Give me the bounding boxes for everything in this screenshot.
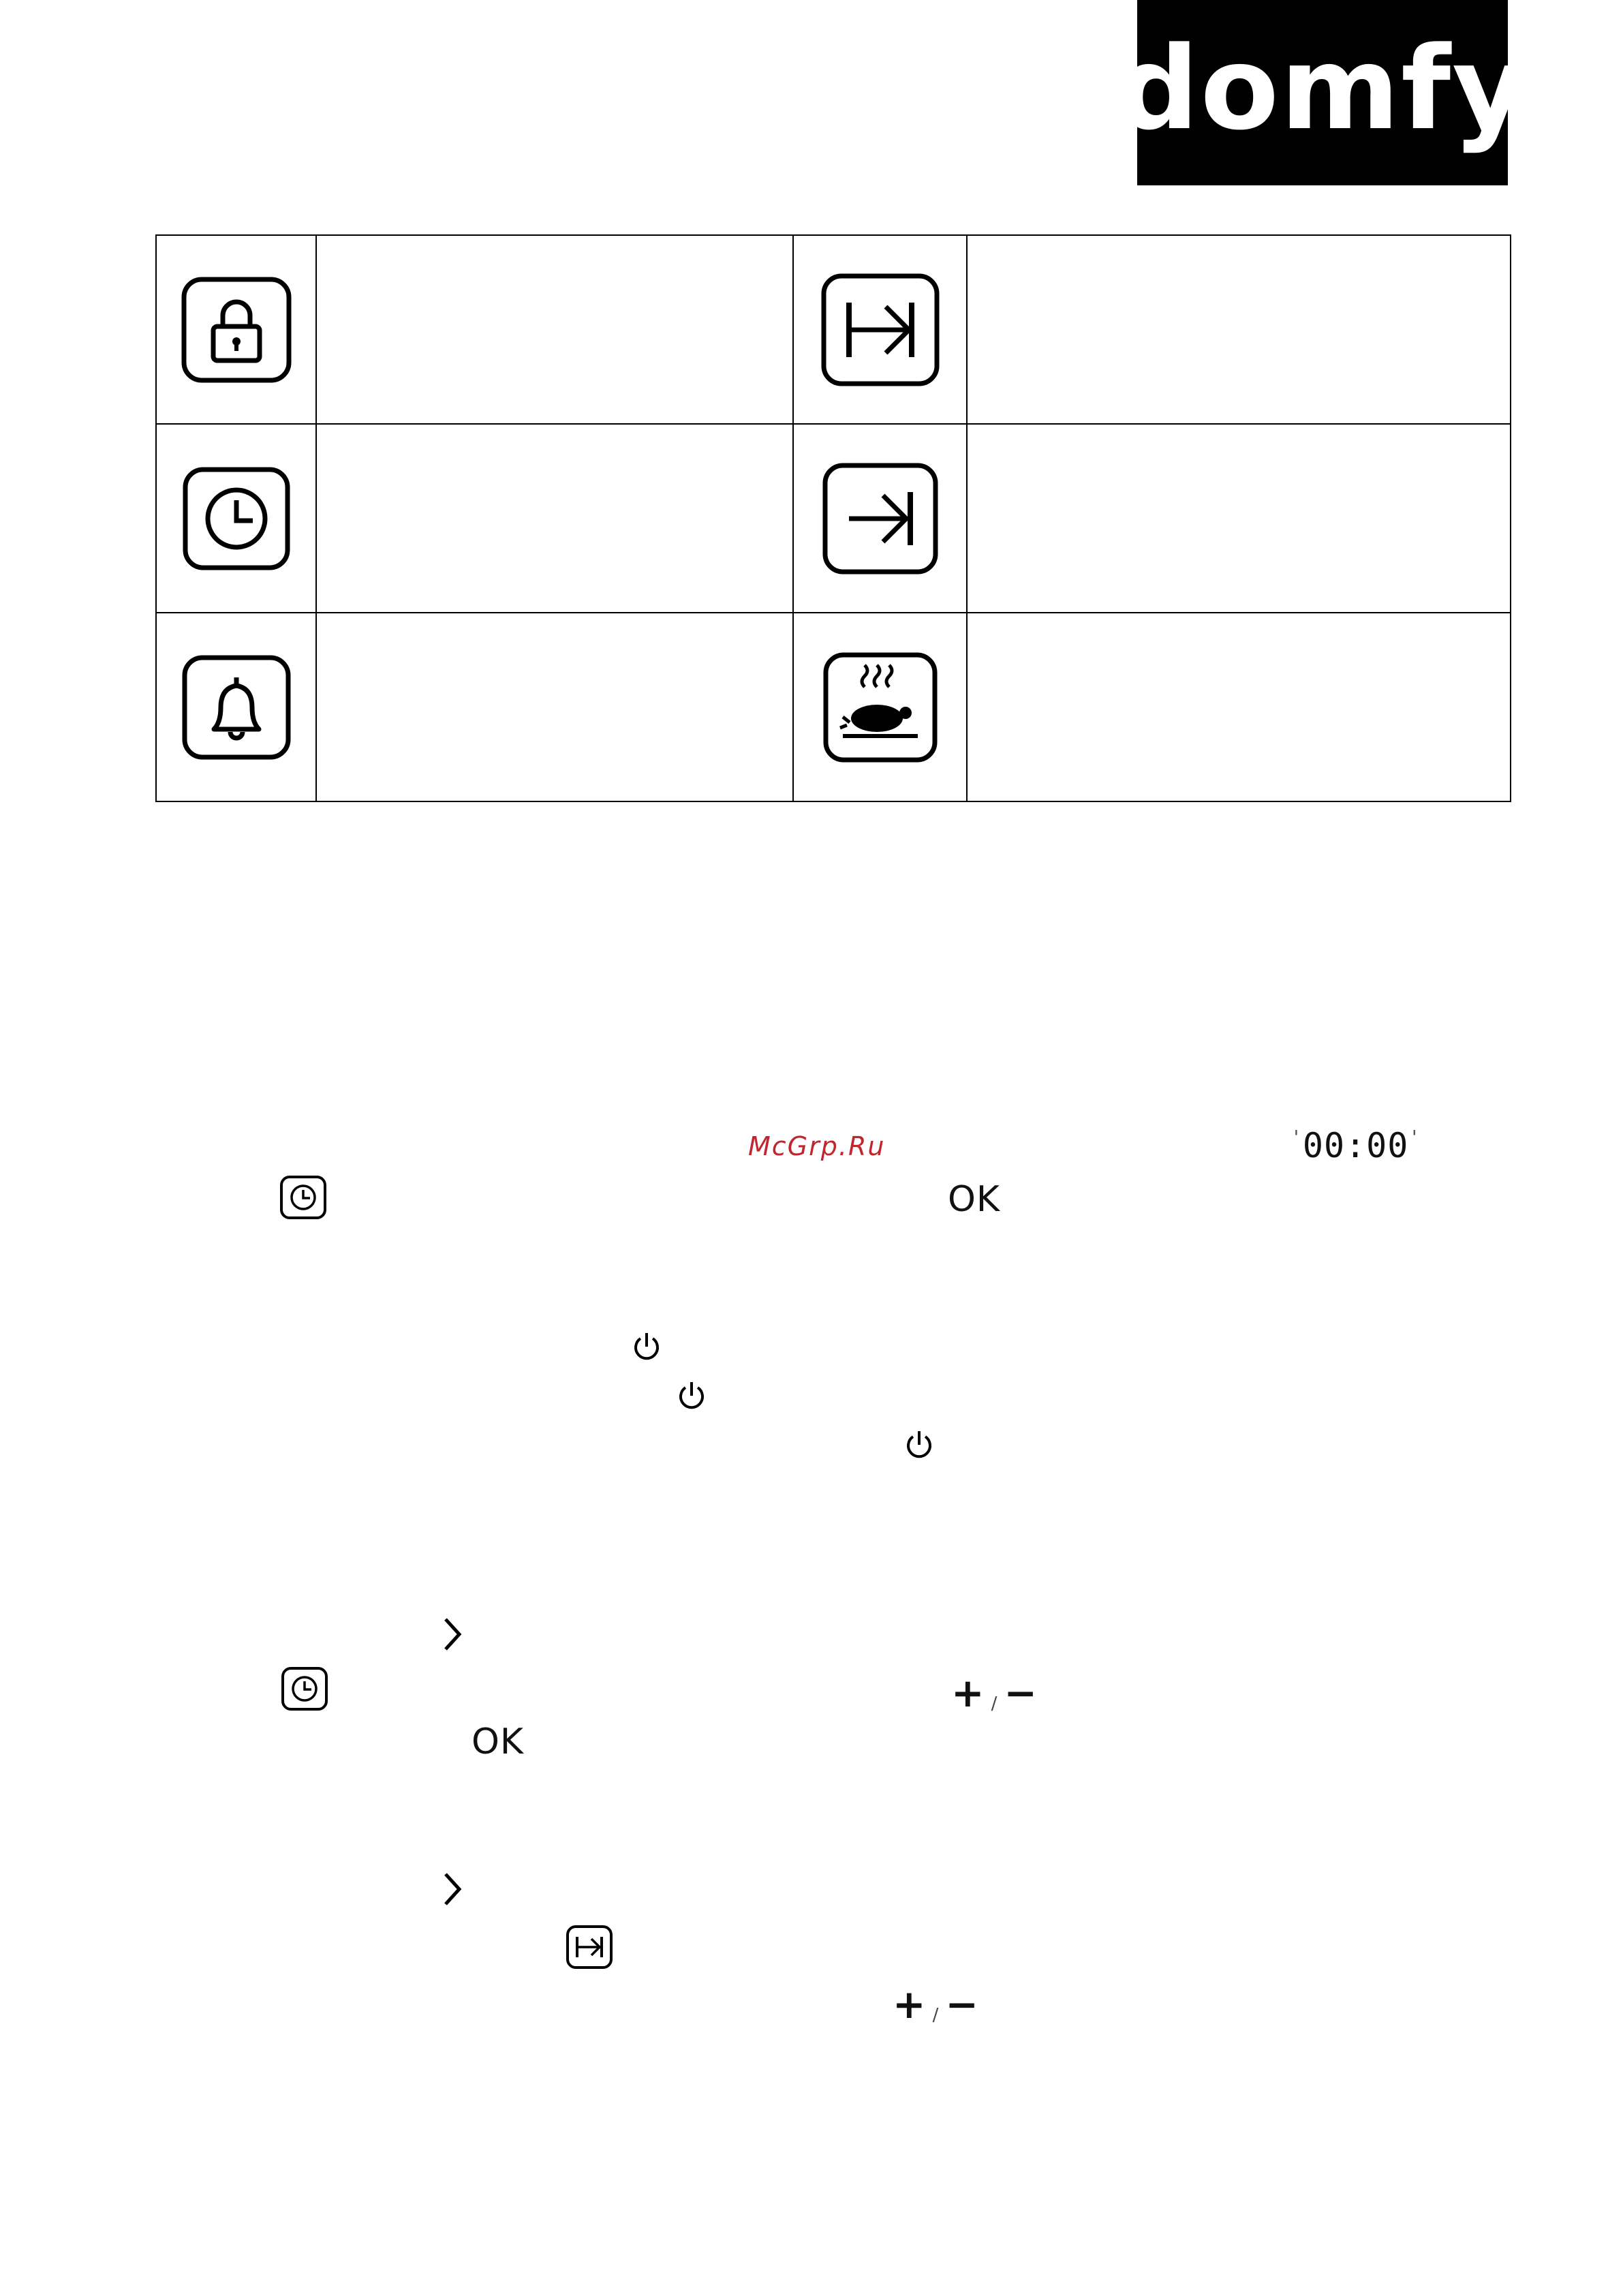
table-cell-description [967, 613, 1511, 801]
power-icon [676, 1378, 707, 1412]
table-cell-description [316, 613, 793, 801]
ok-button-label: OK [472, 1721, 525, 1762]
roast-chicken-icon [822, 652, 938, 763]
separator-label: / [991, 1693, 998, 1714]
bell-icon [181, 654, 292, 761]
table-cell-description [967, 235, 1511, 424]
table-cell-icon [793, 613, 967, 801]
clock-button-icon [279, 1175, 327, 1220]
end-time-icon [820, 273, 940, 387]
table-cell-icon [156, 424, 316, 613]
minus-label: − [945, 1981, 978, 2027]
table-cell-icon [793, 424, 967, 613]
chevron-right-icon [440, 1617, 463, 1652]
plus-label: + [951, 1670, 985, 1716]
table-cell-description [967, 424, 1511, 613]
table-cell-description [316, 424, 793, 613]
table-cell-icon [793, 235, 967, 424]
minus-label: − [1004, 1670, 1037, 1716]
cooking-duration-icon [822, 462, 939, 575]
chevron-right-icon [440, 1871, 463, 1907]
lock-icon [181, 276, 292, 384]
table-row [156, 235, 1511, 424]
separator-label: / [932, 2004, 939, 2025]
clock-button-icon [281, 1666, 328, 1711]
plus-minus-buttons [893, 1981, 978, 2027]
table-cell-icon [156, 613, 316, 801]
plus-minus-buttons [951, 1670, 1037, 1716]
brand-logo-text: domfy [1117, 22, 1528, 155]
table-row [156, 424, 1511, 613]
end-time-button-icon [566, 1925, 613, 1970]
power-icon [631, 1329, 662, 1363]
clock-icon [182, 466, 291, 571]
table-row [156, 613, 1511, 801]
table-cell-description [316, 235, 793, 424]
time-display: ' 00:00 ' [1286, 1126, 1425, 1165]
brand-logo [1117, 0, 1528, 185]
symbol-legend-table [155, 234, 1511, 802]
plus-label: + [893, 1981, 926, 2027]
table-cell-icon [156, 235, 316, 424]
power-icon [903, 1427, 935, 1461]
watermark: McGrp.Ru [748, 1131, 886, 1161]
ok-button-label: OK [948, 1179, 1001, 1220]
